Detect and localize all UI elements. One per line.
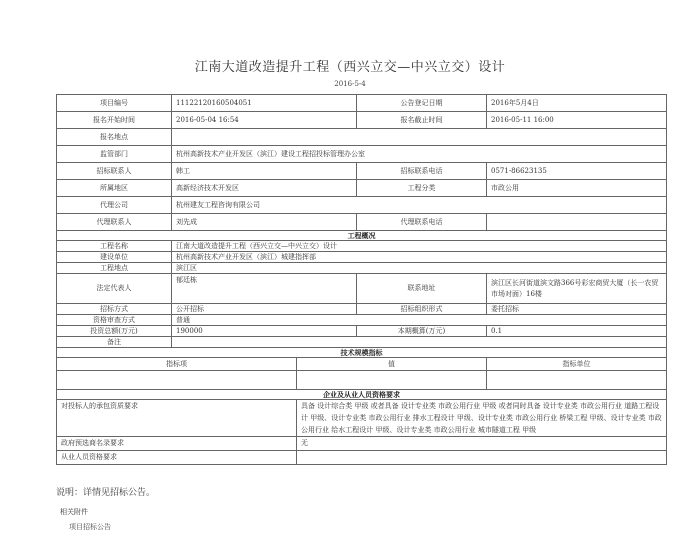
value-bidder-req: 具备 设计综合类 甲级 或者具备 设计专业类 市政公用行业 甲级 或者同时具备 设计专业类 市政公用行业 道路工程设计 甲级、设计专业类 市政公用行业 排水工程设计 甲级、设计专业类 市政公用行业 桥梁工程 甲级、设计专业类 市政公用行业 给水工程设计 甲级、设计专业类 市政公用行业 城市隧道工程 甲级 [297,400,667,437]
row-legal-rep [57,274,667,304]
label-reg-end: 报名截止时间 [357,112,487,129]
label-contact-phone: 招标联系电话 [357,163,487,180]
value-contact: 韩工 [172,163,357,180]
value-agent-phone [487,214,667,231]
row-agent-contact [57,214,667,231]
section-heading-overview: 工程概况 [57,231,667,241]
label-region: 所属地区 [57,180,172,197]
value-remark [172,337,667,348]
label-project-no: 项目编号 [57,95,172,112]
row-contact [57,163,667,180]
section-overview [57,231,667,241]
value-builder: 杭州高新技术产业开发区（滨江）城建指挥部 [172,252,667,263]
label-builder: 建设单位 [57,252,172,263]
row-registration-start [57,112,667,129]
value-site: 滨江区 [172,263,667,274]
label-announce-date: 公告登记日期 [357,95,487,112]
specs-cell-value [297,371,487,390]
section-heading-specs: 技术规模指标 [57,348,667,358]
label-address: 联系地址 [357,274,487,304]
label-site: 工程地点 [57,263,172,274]
row-project-no [57,95,667,112]
row-registration-place [57,129,667,146]
label-category: 工程分类 [357,180,487,197]
row-region [57,180,667,197]
value-reg-start: 2016-05-04 16:54 [172,112,357,129]
label-reg-start: 报名开始时间 [57,112,172,129]
label-reg-place: 报名地点 [57,129,172,146]
specs-col-item: 指标项 [57,358,297,371]
label-prequal: 政府预选商名录要求 [57,437,297,451]
value-announce-date: 2016年5月4日 [487,95,667,112]
label-agent-contact: 代理联系人 [57,214,172,231]
value-prequal: 无 [297,437,667,451]
value-region: 高新经济技术开发区 [172,180,357,197]
section-specs [57,348,667,358]
specs-col-unit: 指标单位 [487,358,667,371]
value-address: 滨江区长河街道滨文路366号彩宏商贸大厦（长一农贸市场对面）16楼 [487,274,667,304]
row-bid-method [57,304,667,315]
value-supervisor: 杭州高新技术产业开发区（滨江）建设工程招投标管理办公室 [172,146,667,163]
label-project-name: 工程名称 [57,241,172,252]
row-specs-header [57,358,667,371]
publish-date: 2016-5-4 [334,80,366,88]
value-reg-place [172,129,667,146]
row-project-name [57,241,667,252]
row-staff-requirements [57,451,667,465]
specs-cell-unit [487,371,667,390]
page-title: 江南大道改造提升工程（西兴立交—中兴立交）设计 [194,60,506,75]
label-qual-method: 资格审查方式 [57,315,172,326]
row-agency [57,197,667,214]
value-category: 市政公用 [487,180,667,197]
value-qual-method: 普通 [172,315,667,326]
value-agency: 杭州建友工程咨询有限公司 [172,197,667,214]
row-remark [57,337,667,348]
row-qualification-method [57,315,667,326]
row-site [57,263,667,274]
specs-cell-item [57,371,297,390]
row-investment [57,326,667,337]
label-agent-phone: 代理联系电话 [357,214,487,231]
attachments-title: 相关附件 [60,508,88,516]
label-staff-req: 从业人员资格要求 [57,451,297,465]
row-bidder-requirements [57,400,667,437]
label-investment: 投资总额(万元) [57,326,172,337]
value-agent-contact: 刘先成 [172,214,357,231]
section-qualification [57,390,667,400]
row-prequalification [57,437,667,451]
project-info-table [56,94,667,465]
row-supervisor [57,146,667,163]
section-heading-qualification: 企业及从业人员资格要求 [57,390,667,400]
label-agency: 代理公司 [57,197,172,214]
label-bid-org: 招标组织形式 [357,304,487,315]
value-project-no: 11122120160504051 [172,95,357,112]
label-budget: 本期概算(万元) [357,326,487,337]
label-legal-rep: 法定代表人 [57,274,172,304]
label-supervisor: 监管部门 [57,146,172,163]
row-builder [57,252,667,263]
value-bid-method: 公开招标 [172,304,357,315]
value-bid-org: 委托招标 [487,304,667,315]
value-project-name: 江南大道改造提升工程（西兴立交—中兴立交）设计 [172,241,667,252]
label-bidder-req: 对投标人的承包资质要求 [57,400,297,437]
specs-col-value: 值 [297,358,487,371]
value-budget: 0.1 [487,326,667,337]
label-contact: 招标联系人 [57,163,172,180]
label-bid-method: 招标方式 [57,304,172,315]
value-staff-req [297,451,667,465]
value-legal-rep: 郁廷栋 [172,274,357,304]
label-remark: 备注 [57,337,172,348]
value-reg-end: 2016-05-11 16:00 [487,112,667,129]
row-specs-empty [57,371,667,390]
value-investment: 190000 [172,326,357,337]
note-text: 说明：详情见招标公告。 [56,488,156,498]
value-contact-phone: 0571-86623135 [487,163,667,180]
attachment-link[interactable]: 项目招标公告 [69,523,111,531]
